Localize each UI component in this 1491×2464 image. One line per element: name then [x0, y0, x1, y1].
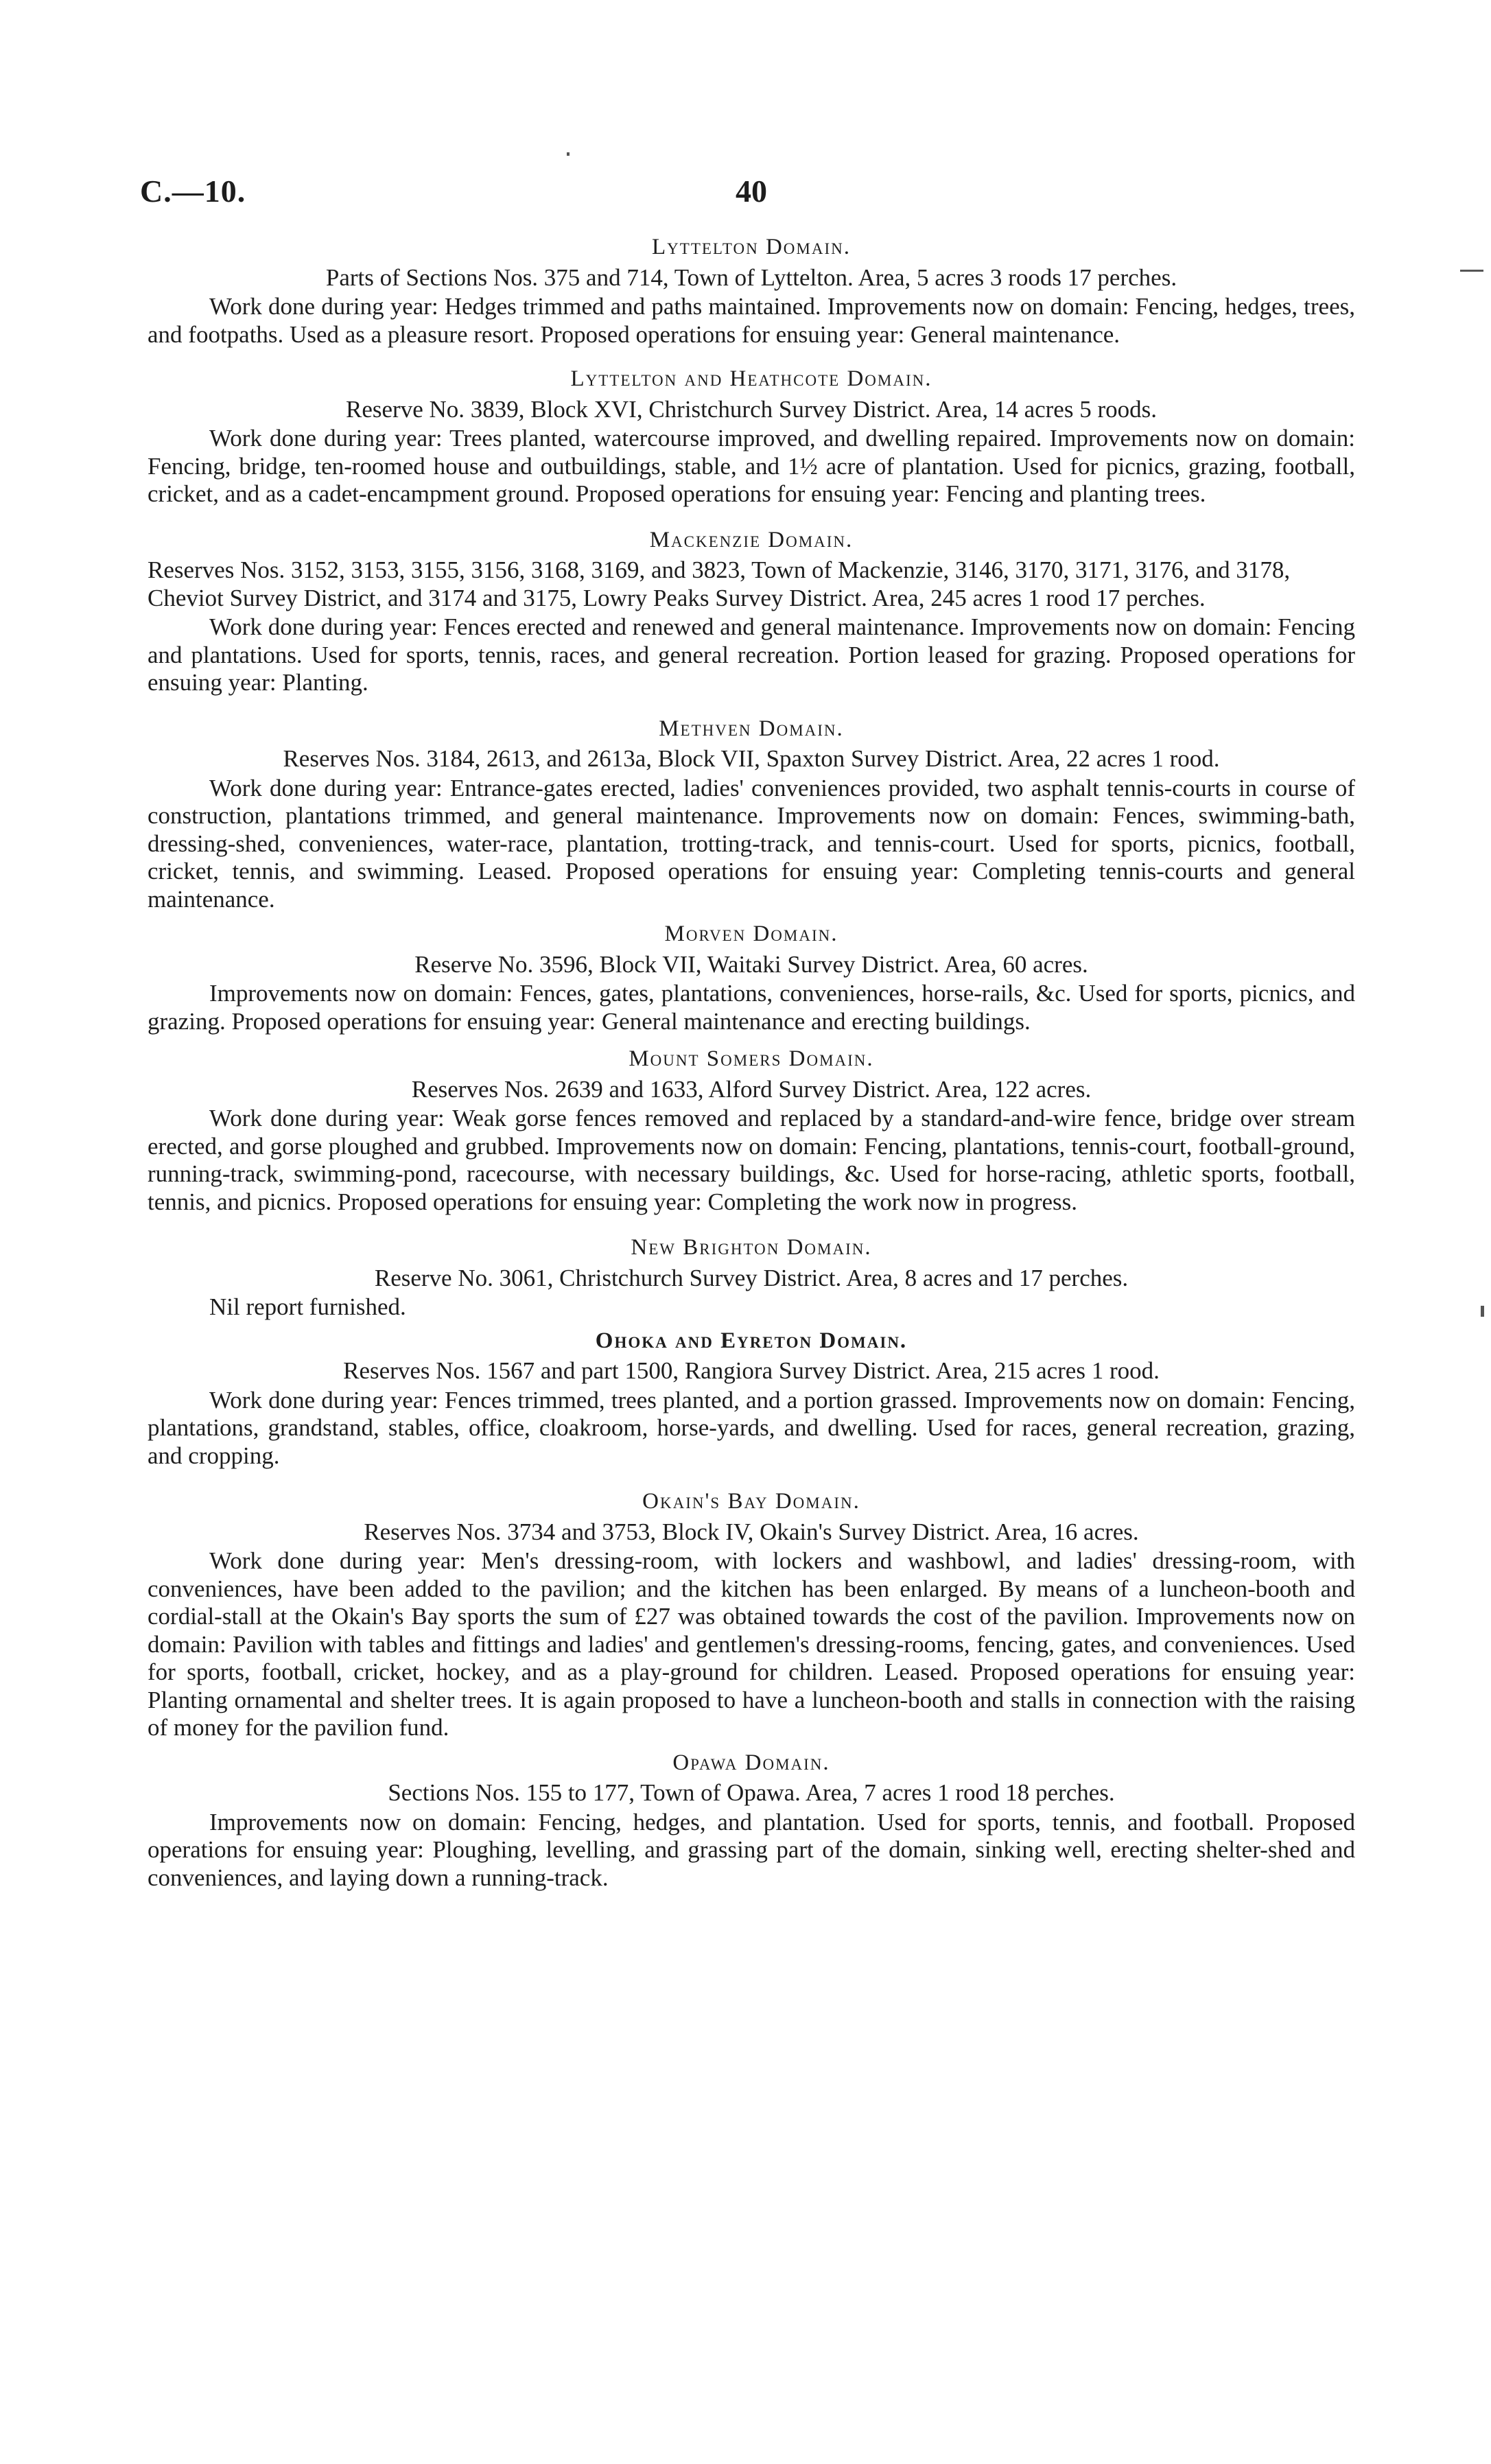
- section-body: Work done during year: Entrance-gates erected, ladies' conveniences provided, two asphalt tennis-courts in course of construction, plantations trimmed, and general maintenance. Improvements now on domain: Fences, swimming-bath, dressing-shed, conveniences, water-race, plantation, trotting-track, and tennis-court. Used for sports, picnics, football, cricket, tennis, and swimming. Leased. Proposed operations for ensuing year: Completing tennis-courts and general maintenance.: [148, 774, 1355, 913]
- section-title: Opawa Domain.: [672, 1750, 830, 1775]
- parliamentary-paper-reference: C.—10.: [140, 174, 246, 209]
- section-mount-somers-domain: [148, 1045, 1355, 1216]
- section-title: Morven Domain.: [664, 922, 838, 946]
- section-location: Reserves Nos. 3152, 3153, 3155, 3156, 3168, 3169, and 3823, Town of Mackenzie, 3146, 3170, 3171, 3176, and 3178, Cheviot Survey District, and 3174 and 3175, Lowry Peaks Survey District. Area, 245 acres 1 rood 17 perches.: [148, 556, 1291, 611]
- section-body: Work done during year: Men's dressing-room, with lockers and washbowl, and ladies' dressing-room, with conveniences, have been added to the pavilion; and the kitchen has been enlarged. By means of a luncheon-booth and cordial-stall at the Okain's Bay sports the sum of £27 was obtained towards the cost of the pavilion. Improvements now on domain: Pavilion with tables and fittings and ladies' and gentlemen's dressing-rooms, fencing, gates, and conveniences. Used for sports, football, cricket, hockey, and as a play-ground for children. Leased. Proposed operations for ensuing year: Planting ornamental and shelter trees. It is again proposed to have a luncheon-booth and stalls in connection with the raising of money for the pavilion fund.: [148, 1547, 1355, 1741]
- section-location: Parts of Sections Nos. 375 and 714, Town of Lyttelton. Area, 5 acres 3 roods 17 perches.: [325, 263, 1177, 291]
- section-body: Work done during year: Trees planted, watercourse improved, and dwelling repaired. Improvements now on domain: Fencing, bridge, ten-roomed house and outbuildings, stable, and 1½ acre of plantation. Used for picnics, grazing, football, cricket, and as a cadet-encampment ground. Proposed operations for ensuing year: Fencing and planting trees.: [148, 425, 1355, 507]
- margin-mark-right: [1481, 1306, 1484, 1317]
- section-location: Sections Nos. 155 to 177, Town of Opawa. Area, 7 acres 1 rood 18 perches.: [388, 1779, 1115, 1806]
- margin-mark-top: [1460, 270, 1483, 272]
- section-lyttelton-domain: [148, 233, 1355, 349]
- section-title: New Brighton Domain.: [631, 1235, 872, 1260]
- section-okains-bay-domain: [148, 1488, 1355, 1742]
- section-methven-domain: [148, 715, 1355, 914]
- section-location: Reserve No. 3061, Christchurch Survey District. Area, 8 acres and 17 perches.: [374, 1264, 1129, 1291]
- section-location: Reserves Nos. 3184, 2613, and 2613a, Block VII, Spaxton Survey District. Area, 22 acres 1 rood.: [283, 745, 1220, 772]
- section-title: Mackenzie Domain.: [649, 527, 854, 552]
- section-title: Mount Somers Domain.: [629, 1046, 874, 1071]
- domain-reports: [148, 233, 1355, 1892]
- section-body: Improvements now on domain: Fencing, hedges, and plantation. Used for sports, tennis, and football. Proposed operations for ensuing year: Ploughing, levelling, and grassing part of the domain, sinking well, erecting shelter-shed and conveniences, and laying down a running-track.: [148, 1808, 1355, 1891]
- page-number: 40: [736, 174, 767, 209]
- section-location: Reserve No. 3839, Block XVI, Christchurch Survey District. Area, 14 acres 5 roods.: [346, 395, 1157, 423]
- section-body: Work done during year: Hedges trimmed and paths maintained. Improvements now on domain: Fencing, hedges, trees, and footpaths. Used as a pleasure resort. Proposed operations for ensuing year: General maintenance.: [148, 293, 1355, 348]
- section-new-brighton-domain: [148, 1234, 1355, 1322]
- section-body: Work done during year: Fences trimmed, trees planted, and a portion grassed. Improvements now on domain: Fencing, plantations, grandstand, stables, office, cloakroom, horse-yards, and dwelling. Used for races, general recreation, grazing, and cropping.: [148, 1386, 1355, 1469]
- section-body: Nil report furnished.: [209, 1293, 406, 1320]
- section-location: Reserve No. 3596, Block VII, Waitaki Survey District. Area, 60 acres.: [414, 950, 1088, 978]
- section-location: Reserves Nos. 1567 and part 1500, Rangiora Survey District. Area, 215 acres 1 rood.: [343, 1357, 1160, 1384]
- section-body: Work done during year: Weak gorse fences removed and replaced by a standard-and-wire fence, bridge over stream erected, and gorse ploughed and grubbed. Improvements now on domain: Fencing, plantations, tennis-court, football-ground, running-track, swimming-pond, racecourse, with necessary buildings, &c. Used for horse-racing, athletic sports, football, tennis, and picnics. Proposed operations for ensuing year: Completing the work now in progress.: [148, 1105, 1355, 1215]
- section-ohoka-eyreton-domain: [148, 1327, 1355, 1470]
- section-body: Improvements now on domain: Fences, gates, plantations, conveniences, horse-rails, &c. Used for sports, picnics, and grazing. Proposed operations for ensuing year: General maintenance and erecting buildings.: [148, 980, 1355, 1035]
- section-location: Reserves Nos. 3734 and 3753, Block IV, Okain's Survey District. Area, 16 acres.: [364, 1518, 1139, 1545]
- section-opawa-domain: [148, 1749, 1355, 1892]
- section-title: Lyttelton Domain.: [652, 235, 851, 259]
- section-title: Okain's Bay Domain.: [642, 1489, 860, 1514]
- section-lyttelton-heathcote-domain: [148, 365, 1355, 508]
- section-title: Ohoka and Eyreton Domain.: [595, 1328, 908, 1353]
- stray-mark: [567, 152, 570, 156]
- section-title: Methven Domain.: [659, 716, 844, 741]
- section-title: Lyttelton and Heathcote Domain.: [570, 366, 932, 391]
- section-mackenzie-domain: [148, 526, 1355, 697]
- section-body: Work done during year: Fences erected and renewed and general maintenance. Improvements now on domain: Fencing and plantations. Used for sports, tennis, races, and general recreation. Portion leased for grazing. Proposed operations for ensuing year: Planting.: [148, 613, 1355, 696]
- section-location: Reserves Nos. 2639 and 1633, Alford Survey District. Area, 122 acres.: [411, 1075, 1092, 1103]
- section-morven-domain: [148, 920, 1355, 1035]
